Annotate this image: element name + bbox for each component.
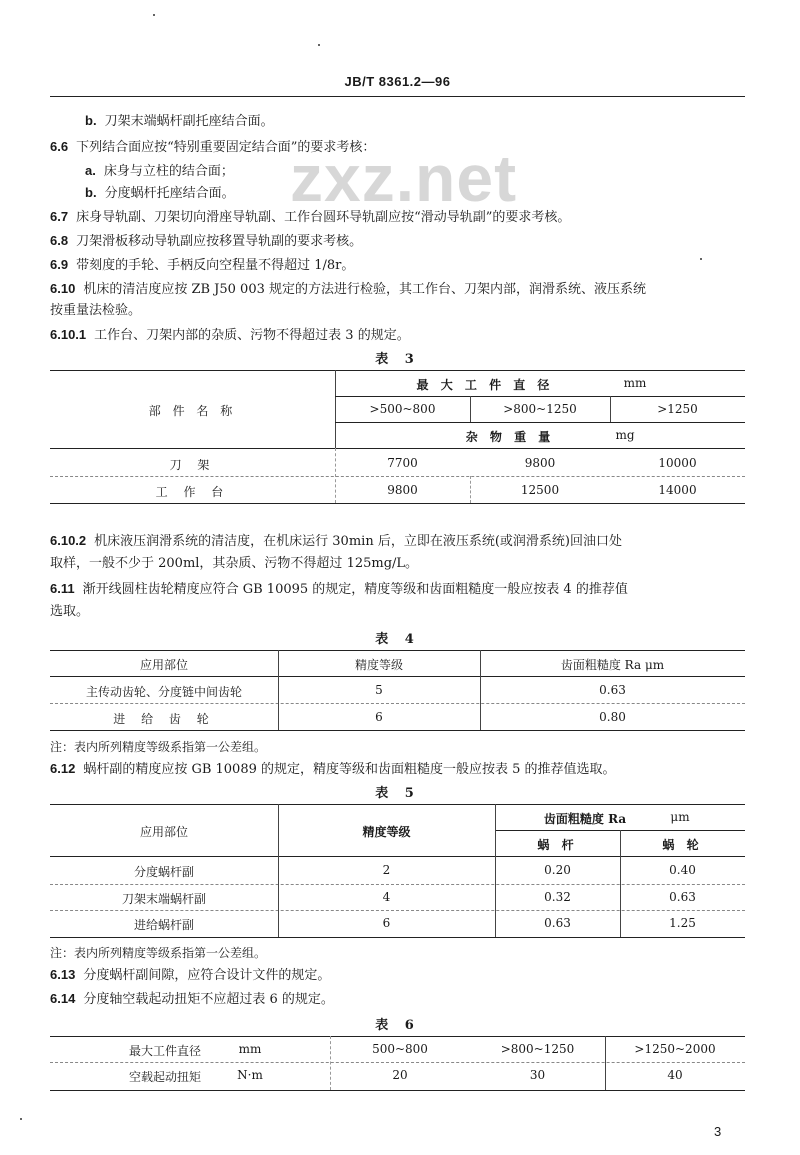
table5-cell: 刀架末端蜗杆副 — [121, 892, 206, 906]
table4-header: 应用部位 — [139, 658, 188, 672]
table4-top-rule — [50, 650, 745, 651]
table3-cell: 10000 — [658, 456, 697, 470]
clause-6-13: 6.13 分度蜗杆副间隙，应符合设计文件的规定。 — [50, 967, 331, 983]
table5-cell: 6 — [382, 916, 391, 930]
table5-top-rule — [50, 804, 745, 805]
clause-6-10-2: 6.10.2 机床液压润滑系统的清洁度，在机床运行 30min 后，立即在液压系统(或润滑系统)回油口处 — [50, 533, 622, 549]
page-number: 3 — [714, 1124, 722, 1139]
clause-6-10-2-cont: 取样，一般不少于 200ml，其杂质、污物不得超过 125mg/L。 — [50, 556, 419, 571]
table3-weight-unit: mg — [615, 428, 635, 442]
table3-col-head: 部 件 名 称 — [148, 404, 237, 418]
table5-bottom-rule — [50, 937, 745, 938]
table5-caption: 表 5 — [375, 786, 420, 801]
table5-cell: 1.25 — [669, 916, 696, 930]
table5-cell: 0.40 — [669, 863, 696, 877]
clause-6-6: 6.6 下列结合面应按“特别重要固定结合面”的要求考核： — [50, 139, 376, 155]
table4-cell: 进 给 齿 轮 — [113, 712, 215, 726]
clause-6-10-1: 6.10.1 工作台、刀架内部的杂质、污物不得超过表 3 的规定。 — [50, 327, 410, 343]
table3-group-head: 最 大 工 件 直 径 — [416, 378, 554, 392]
table5-header: 齿面粗糙度 Ra — [543, 812, 627, 826]
table3-cell: 7700 — [387, 456, 418, 470]
table3-bottom-rule — [50, 503, 745, 504]
standard-header: JB/T 8361.2—96 — [344, 74, 451, 89]
table5-header-unit: μm — [670, 810, 690, 824]
scan-speck — [153, 14, 155, 16]
table3-range: >800~1250 — [503, 402, 577, 416]
table4-caption: 表 4 — [375, 632, 420, 647]
table6-cell: 30 — [529, 1068, 546, 1082]
table6-row-rule — [50, 1062, 745, 1063]
header-rule — [50, 96, 745, 97]
watermark: zxz.net — [290, 141, 518, 215]
table4-row-rule — [50, 703, 745, 704]
table6-cell: 500~800 — [372, 1042, 428, 1056]
table6-cell: N·m — [237, 1068, 263, 1082]
table5-cell: 2 — [382, 863, 391, 877]
table5-cell: 0.32 — [544, 890, 571, 904]
table6-cell: 20 — [392, 1068, 408, 1082]
table6-cell: 最大工件直径 — [128, 1044, 201, 1058]
clause-6-11-cont: 选取。 — [50, 604, 90, 619]
table4-cell: 0.63 — [599, 683, 626, 697]
table5-header: 精度等级 — [362, 825, 411, 839]
table4-header-rule — [50, 676, 745, 677]
clause-6-10: 6.10 机床的清洁度应按 ZB J50 003 规定的方法进行检验，其工作台、刀架内部，润滑系统、液压系统 — [50, 281, 646, 297]
table6-caption: 表 6 — [375, 1018, 420, 1033]
table4-cell: 0.80 — [599, 710, 626, 724]
table4-bottom-rule — [50, 730, 745, 731]
clause-6-11: 6.11 渐开线圆柱齿轮精度应符合 GB 10095 的规定，精度等级和齿面粗糙度一般应按表 4 的推荐值 — [50, 581, 628, 597]
table5-cell: 0.63 — [544, 916, 571, 930]
table5-note: 注：表内所列精度等级系指第一公差组。 — [50, 946, 267, 960]
table6-top-rule — [50, 1036, 745, 1037]
table3-rule — [335, 422, 745, 423]
clause-6-6-b: b. 分度蜗杆托座结合面。 — [85, 185, 235, 201]
table4-cell: 5 — [375, 683, 383, 697]
scan-speck — [318, 44, 320, 46]
table3-top-rule — [50, 370, 745, 371]
table5-cell: 进给蜗杆副 — [133, 918, 194, 932]
table5-cell: 0.20 — [544, 863, 571, 877]
table3-range: >500~800 — [369, 402, 436, 416]
table3-row-name: 工 作 台 — [155, 485, 230, 499]
table4-cell: 主传动齿轮、分度链中间齿轮 — [85, 685, 242, 699]
table3-cell: 9800 — [387, 483, 418, 497]
table3-range: >1250 — [657, 402, 698, 416]
table6-cell: mm — [238, 1042, 262, 1056]
table3-row-name: 刀 架 — [169, 458, 216, 472]
clause-6-7: 6.7 床身导轨副、刀架切向滑座导轨副、工作台圆环导轨副应按“滑动导轨副”的要求考核。 — [50, 209, 571, 225]
clause-6-12: 6.12 蜗杆副的精度应按 GB 10089 的规定，精度等级和齿面粗糙度一般应按表 5 的推荐值选取。 — [50, 761, 616, 777]
table5-cell: 分度蜗杆副 — [133, 865, 194, 879]
table6-cell: 空载起动扭矩 — [128, 1070, 201, 1084]
table4-cell: 6 — [375, 710, 383, 724]
table4-note: 注：表内所列精度等级系指第一公差组。 — [50, 740, 267, 754]
clause-6-10-cont: 按重量法检验。 — [50, 303, 142, 318]
table4-header: 齿面粗糙度 Ra μm — [560, 658, 665, 672]
scan-speck — [20, 1118, 22, 1120]
table5-header-rule — [50, 856, 745, 857]
table5-row-rule — [50, 884, 745, 885]
table3-group-unit: mm — [623, 376, 647, 390]
table3-header-rule — [50, 448, 745, 449]
table6-cell: 40 — [667, 1068, 683, 1082]
table5-row-rule — [50, 910, 745, 911]
table5-subheader: 蜗 杆 — [537, 838, 578, 852]
clause-6-14: 6.14 分度轴空载起动扭矩不应超过表 6 的规定。 — [50, 991, 334, 1007]
table6-cell: >1250~2000 — [634, 1042, 716, 1056]
table5-header: 应用部位 — [139, 825, 188, 839]
table6-cell: >800~1250 — [500, 1042, 575, 1056]
table3-rule — [335, 396, 745, 397]
table6-bottom-rule — [50, 1090, 745, 1091]
clause-6-8: 6.8 刀架滑板移动导轨副应按移置导轨副的要求考核。 — [50, 233, 363, 249]
table5-subheader: 蜗 轮 — [662, 838, 703, 852]
clause-6-9: 6.9 带刻度的手轮、手柄反向空程量不得超过 1/8r。 — [50, 257, 355, 273]
table3-cell: 12500 — [520, 483, 560, 497]
scan-speck — [700, 258, 702, 260]
clause-6-6-a: a. 床身与立柱的结合面； — [85, 163, 234, 179]
table3-cell: 9800 — [524, 456, 556, 470]
table4-header: 精度等级 — [354, 658, 403, 672]
table3-row-rule — [50, 476, 745, 477]
table5-cell: 0.63 — [669, 890, 696, 904]
table5-cell: 4 — [382, 890, 391, 904]
table3-caption: 表 3 — [375, 352, 420, 367]
item-b-tool-holder: b. 刀架末端蜗杆副托座结合面。 — [85, 113, 274, 129]
table3-cell: 14000 — [658, 483, 697, 497]
table3-weight-head: 杂 物 重 量 — [465, 430, 555, 444]
